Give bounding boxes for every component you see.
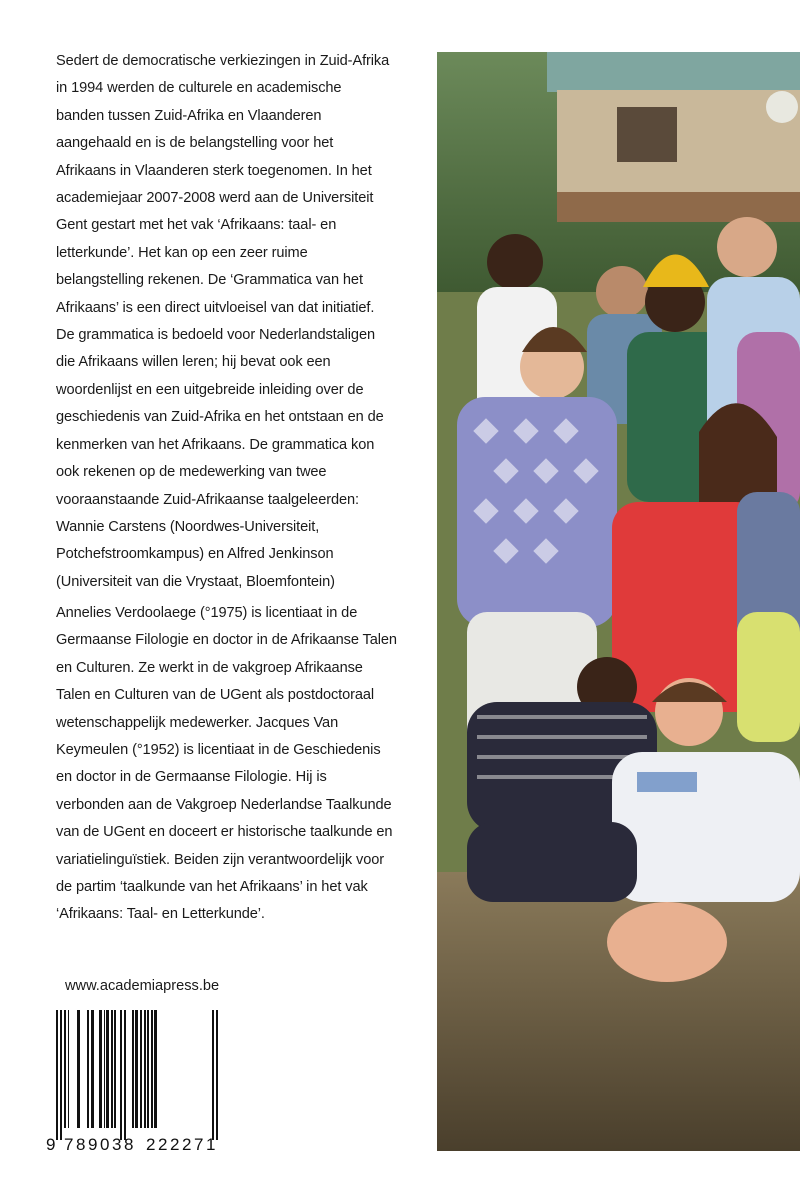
intro-line: (Universiteit van die Vrystaat, Bloemfontein) <box>56 573 335 590</box>
isbn-digit: 2 <box>182 1135 192 1153</box>
authors-line: Annelies Verdoolaege (°1975) is licentiaat in de <box>56 605 358 621</box>
authors-line: Talen en Culturen van de UGent als postdoctoraal <box>56 687 375 704</box>
authors-line: verbonden aan de Vakgroep Nederlandse Taalkunde <box>56 796 392 813</box>
intro-line: letterkunde’. Het kan op een zeer ruime <box>56 244 308 261</box>
intro-line: die Afrikaans willen leren; hij bevat ook een <box>56 354 331 371</box>
intro-line: academiejaar 2007-2008 werd aan de Universiteit <box>56 190 374 207</box>
authors-paragraph <box>56 600 416 929</box>
isbn-digit: 2 <box>158 1135 168 1153</box>
authors-line: Germaanse Filologie en doctor in de Afrikaanse Talen <box>56 632 397 649</box>
intro-line: vooraanstaande Zuid-Afrikaanse taalgeleerden: <box>56 491 359 508</box>
authors-line: Keymeulen (°1952) is licentiaat in de Geschiedenis <box>56 742 381 759</box>
authors-line: de partim ‘taalkunde van het Afrikaans’ in het vak <box>56 879 368 896</box>
intro-line: ook rekenen op de medewerking van twee <box>56 464 327 481</box>
intro-line: Gent gestart met het vak ‘Afrikaans: taal- en <box>56 217 337 234</box>
authors-line: van de UGent en doceert er historische taalkunde en <box>56 824 393 841</box>
intro-line: aangehaald en is de belangstelling voor het <box>56 135 334 152</box>
isbn-digit: 2 <box>146 1135 156 1153</box>
isbn-digit: 9 <box>46 1135 56 1153</box>
publisher-website[interactable]: www.academiapress.be <box>65 978 220 994</box>
isbn-digit: 1 <box>206 1135 216 1153</box>
intro-line: belangstelling rekenen. De ‘Grammatica van het <box>56 272 363 289</box>
intro-line: Afrikaans in Vlaanderen sterk toegenomen. In het <box>56 162 372 179</box>
intro-line: Afrikaans’ is een direct uitvloeisel van dat initiatief. <box>56 299 375 316</box>
intro-line: banden tussen Zuid-Afrika en Vlaanderen <box>56 107 322 124</box>
intro-line: Sedert de democratische verkiezingen in Zuid-Afrika <box>56 53 390 69</box>
isbn-digit: 3 <box>112 1135 122 1153</box>
students-photo-illustration <box>437 52 800 1151</box>
intro-line: De grammatica is bedoeld voor Nederlandstaligen <box>56 327 375 344</box>
authors-line: ‘Afrikaans: Taal- en Letterkunde’. <box>56 906 265 923</box>
authors-line: en Culturen. Ze werkt in de vakgroep Afrikaanse <box>56 659 363 676</box>
authors-line: wetenschappelijk medewerker. Jacques Van <box>56 714 339 731</box>
intro-line: geschiedenis van Zuid-Afrika en het ontstaan en de <box>56 409 384 426</box>
isbn-digit: 8 <box>124 1135 134 1153</box>
isbn-digit: 7 <box>194 1135 204 1153</box>
intro-line: Wannie Carstens (Noordwes-Universiteit, <box>56 518 320 535</box>
cover-photo-group-of-students <box>437 52 800 1151</box>
authors-line: en doctor in de Germaanse Filologie. Hij is <box>56 769 327 786</box>
isbn-barcode <box>42 1010 230 1153</box>
authors-line: variatielinguïstiek. Beiden zijn verantwoordelijk voor <box>56 851 384 868</box>
intro-line: kenmerken van het Afrikaans. De grammatica kon <box>56 436 375 453</box>
isbn-digit: 8 <box>76 1135 86 1153</box>
isbn-digit: 9 <box>88 1135 98 1153</box>
isbn-digit: 2 <box>170 1135 180 1153</box>
intro-line: woordenlijst en een uitgebreide inleiding over de <box>56 381 364 398</box>
intro-line: in 1994 werden de culturele en academische <box>56 80 342 97</box>
intro-paragraph <box>56 48 416 596</box>
intro-line: Potchefstroomkampus) en Alfred Jenkinson <box>56 546 334 563</box>
isbn-digit: 7 <box>64 1135 74 1153</box>
isbn-digit: 0 <box>100 1135 110 1153</box>
